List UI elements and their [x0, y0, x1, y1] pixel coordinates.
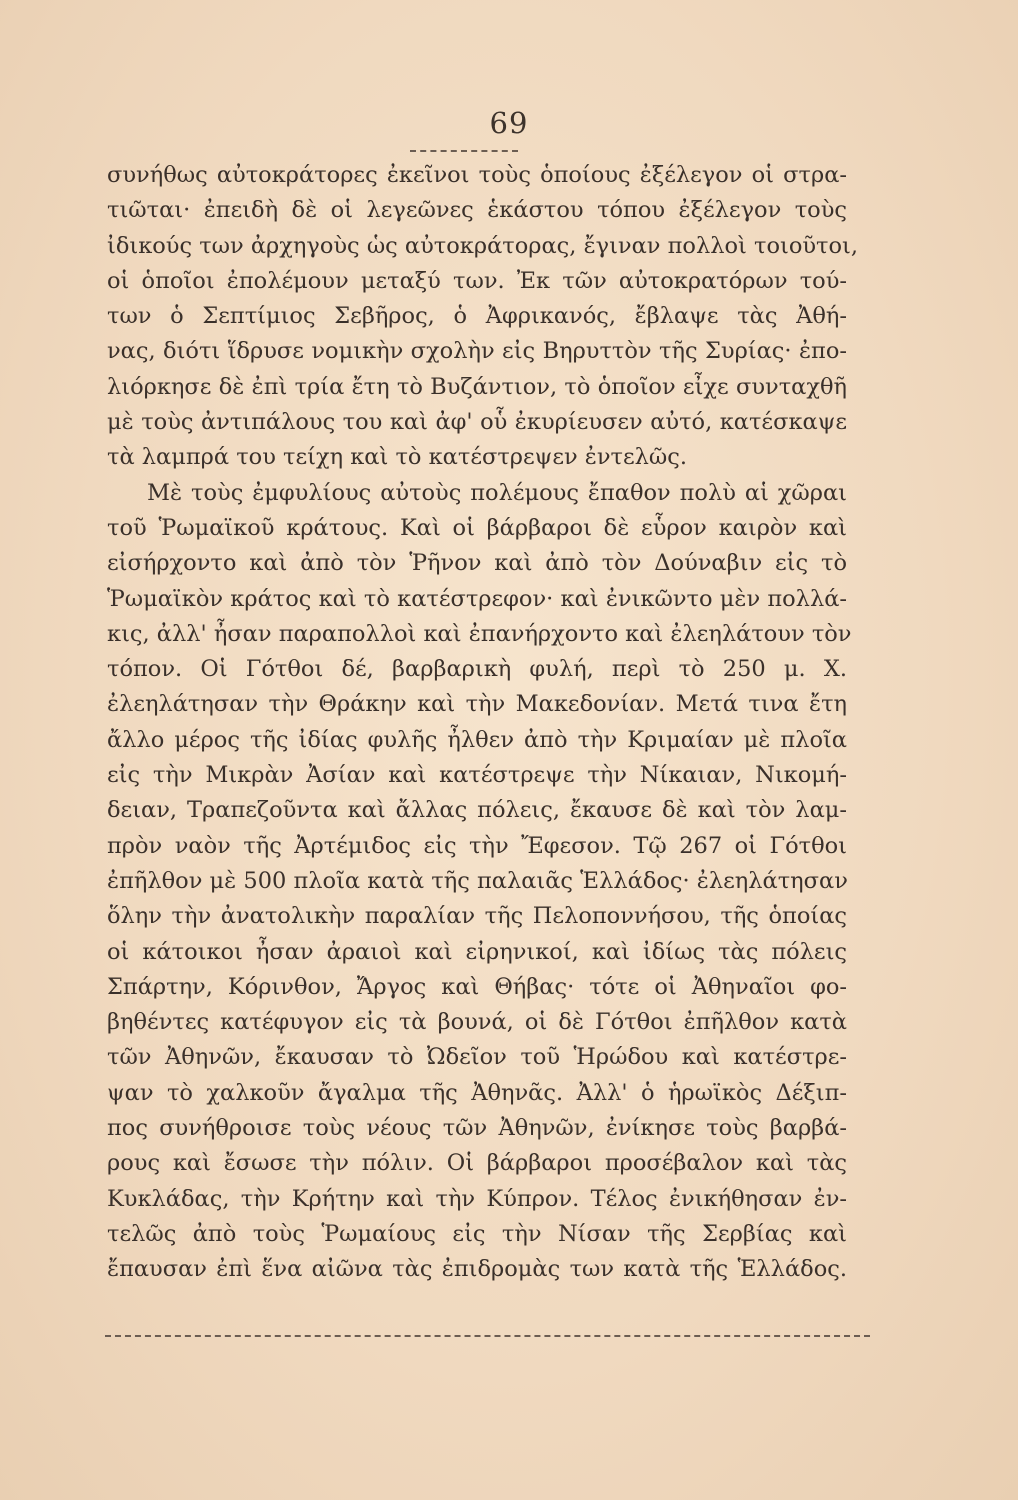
text-line: πρὸν ναὸν τῆς Ἀρτέμιδος εἰς τὴν Ἔφεσον. Τῷ 267 οἱ Γότθοι — [107, 832, 847, 859]
text-line: νας, διότι ἵδρυσε νομικὴν σχολὴν εἰς Βηρυττὸν τῆς Συρίας· ἐπο- — [107, 338, 847, 365]
text-line: ἐλεηλάτησαν τὴν Θράκην καὶ τὴν Μακεδονίαν. Μετά τινα ἔτη — [107, 691, 847, 718]
text-line: Μὲ τοὺς ἐμφυλίους αὐτοὺς πολέμους ἔπαθον πολὺ αἱ χῶραι — [147, 479, 847, 506]
text-line: λιόρκησε δὲ ἐπὶ τρία ἔτη τὸ Βυζάντιον, τὸ ὁποῖον εἶχε συνταχθῆ — [107, 373, 847, 400]
header-divider — [410, 150, 518, 152]
text-line: Κυκλάδας, τὴν Κρήτην καὶ τὴν Κύπρον. Τέλος ἐνικήθησαν ἐν- — [107, 1185, 847, 1212]
text-line: των ὁ Σεπτίμιος Σεβῆρος, ὁ Ἀφρικανός, ἔβλαψε τὰς Ἀθή- — [107, 303, 847, 330]
text-line: ψαν τὸ χαλκοῦν ἄγαλμα τῆς Ἀθηνᾶς. Ἀλλ' ὁ ἡρωϊκὸς Δέξιπ- — [107, 1079, 847, 1106]
text-line: κις, ἀλλ' ἦσαν παραπολλοὶ καὶ ἐπανήρχοντο καὶ ἐλεηλάτουν τὸν — [107, 620, 852, 647]
text-line: δειαν, Τραπεζοῦντα καὶ ἄλλας πόλεις, ἔκαυσε δὲ καὶ τὸν λαμ- — [107, 797, 847, 824]
text-line: ἰδικούς των ἀρχηγοὺς ὡς αὐτοκράτορας, ἔγιναν πολλοὶ τοιοῦτοι, — [107, 232, 859, 259]
text-line: τὰ λαμπρά του τείχη καὶ τὸ κατέστρεψεν ἐντελῶς. — [107, 444, 688, 471]
text-line: συνήθως αὐτοκράτορες ἐκεῖνοι τοὺς ὁποίους ἐξέλεγον οἱ στρα- — [107, 162, 847, 188]
text-line: τιῶται· ἐπειδὴ δὲ οἱ λεγεῶνες ἑκάστου τόπου ἐξέλεγον τοὺς — [107, 197, 847, 224]
text-line: εἰσήρχοντο καὶ ἀπὸ τὸν Ῥῆνον καὶ ἀπὸ τὸν Δούναβιν εἰς τὸ — [107, 550, 847, 577]
text-line: βηθέντες κατέφυγον εἰς τὰ βουνά, οἱ δὲ Γότθοι ἐπῆλθον κατὰ — [107, 1009, 847, 1036]
text-line: Ῥωμαϊκὸν κράτος καὶ τὸ κατέστρεφον· καὶ ἐνικῶντο μὲν πολλά- — [107, 585, 847, 612]
text-line: τόπον. Οἱ Γότθοι δέ, βαρβαρικὴ φυλή, περὶ τὸ 250 μ. Χ. — [107, 656, 847, 683]
body-text — [107, 158, 859, 1288]
text-line: Σπάρτην, Κόρινθον, Ἄργος καὶ Θήβας· τότε οἱ Ἀθηναῖοι φο- — [107, 973, 847, 1000]
text-line: ἔπαυσαν ἐπὶ ἕνα αἰῶνα τὰς ἐπιδρομὰς των κατὰ τῆς Ἑλλάδος. — [107, 1256, 847, 1283]
text-line: τελῶς ἀπὸ τοὺς Ῥωμαίους εἰς τὴν Νίσαν τῆς Σερβίας καὶ — [107, 1220, 847, 1247]
text-line: τοῦ Ῥωμαϊκοῦ κράτους. Καὶ οἱ βάρβαροι δὲ εὗρον καιρὸν καὶ — [107, 514, 847, 541]
text-line: εἰς τὴν Μικρὰν Ἀσίαν καὶ κατέστρεψε τὴν Νίκαιαν, Νικομή- — [107, 762, 847, 789]
text-line: ἐπῆλθον μὲ 500 πλοῖα κατὰ τῆς παλαιᾶς Ἑλλάδος· ἐλεηλάτησαν — [107, 867, 848, 894]
page-number: 69 — [489, 106, 529, 140]
text-line: μὲ τοὺς ἀντιπάλους του καὶ ἀφ' οὗ ἐκυρίευσεν αὐτό, κατέσκαψε — [107, 409, 847, 436]
text-line: οἱ ὁποῖοι ἐπολέμουν μεταξύ των. Ἐκ τῶν αὐτοκρατόρων τού- — [107, 267, 847, 294]
text-line: ὅλην τὴν ἀνατολικὴν παραλίαν τῆς Πελοποννήσου, τῆς ὁποίας — [107, 903, 847, 930]
text-line: ἄλλο μέρος τῆς ἰδίας φυλῆς ἦλθεν ἀπὸ τὴν Κριμαίαν μὲ πλοῖα — [107, 726, 847, 753]
text-line: πος συνήθροισε τοὺς νέους τῶν Ἀθηνῶν, ἐνίκησε τοὺς βαρβά- — [107, 1115, 847, 1142]
text-line: τῶν Ἀθηνῶν, ἔκαυσαν τὸ Ὠδεῖον τοῦ Ἡρώδου καὶ κατέστρε- — [107, 1044, 847, 1071]
text-line: οἱ κάτοικοι ἦσαν ἀραιοὶ καὶ εἰρηνικοί, καὶ ἰδίως τὰς πόλεις — [107, 938, 847, 965]
text-line: ρους καὶ ἔσωσε τὴν πόλιν. Οἱ βάρβαροι προσέβαλον καὶ τὰς — [107, 1150, 847, 1177]
footer-divider — [105, 1335, 870, 1337]
